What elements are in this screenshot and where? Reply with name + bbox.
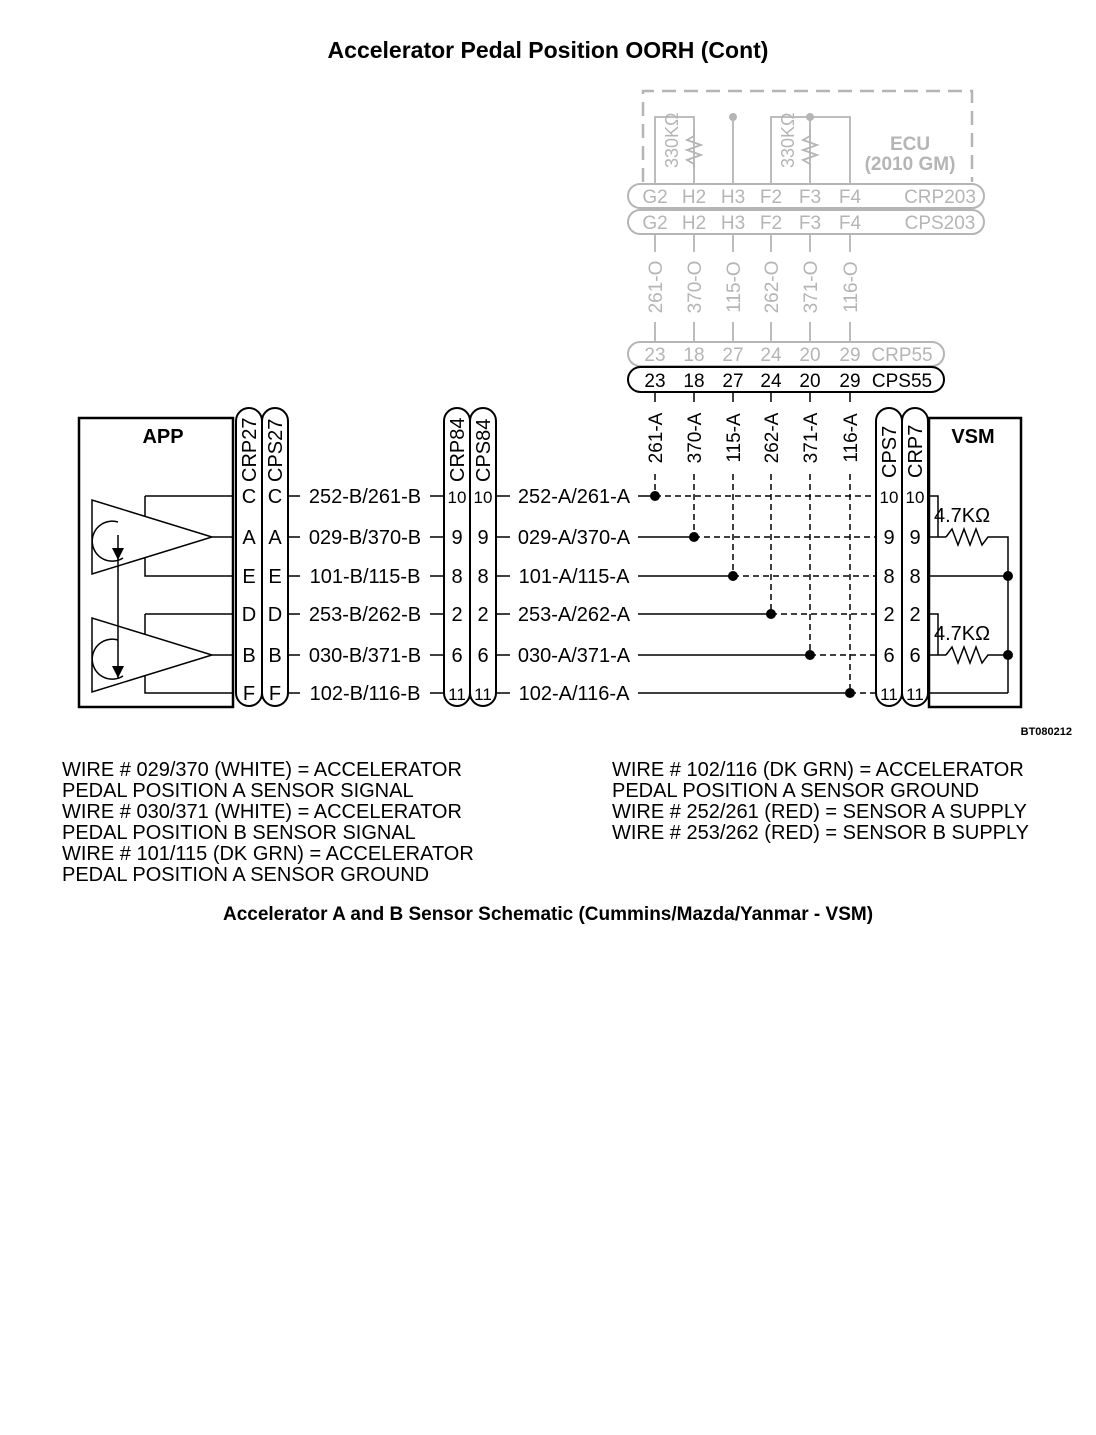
wire-label: 252-A/261-A	[517, 486, 631, 508]
ecu-label: ECU	[889, 134, 931, 155]
crp203-label: CRP203	[904, 187, 976, 208]
vertical-wire-label: 116-A	[841, 413, 862, 463]
crp84-pin-label: 11	[448, 685, 466, 704]
crp27-pin-label: B	[242, 645, 256, 667]
crp27-pin-label: D	[241, 604, 257, 626]
crp55-pin-label: 20	[799, 345, 821, 366]
ecu-wire-label: 116-O	[841, 261, 862, 313]
crp203-pin-label: G2	[642, 187, 668, 208]
crp7-pin-label: 11	[906, 685, 924, 704]
cps7-pin-label: 8	[883, 566, 895, 588]
cps7-pin-label: 11	[880, 685, 898, 704]
ecu-wire-label: 115-O	[724, 261, 745, 313]
crp55-pin-label: 24	[760, 345, 782, 366]
vsm-resistor-1-label: 4.7KΩ	[934, 505, 991, 527]
vertical-wire-label: 115-A	[724, 413, 745, 463]
legend-line: WIRE # 253/262 (RED) = SENSOR B SUPPLY	[612, 822, 1030, 844]
crp27-pin-label: F	[242, 683, 256, 705]
cps84-label: CPS84	[473, 418, 495, 482]
wire-label: 030-B/371-B	[308, 645, 422, 667]
cps7-label: CPS7	[879, 425, 901, 478]
crp55-pin-label: 18	[683, 345, 705, 366]
crp84-pin-label: 6	[451, 645, 463, 667]
vsm-resistor-2-label: 4.7KΩ	[934, 623, 991, 645]
ecu-resistor-1-label: 330KΩ	[662, 112, 682, 168]
vsm-module-box	[929, 418, 1021, 707]
cps203-pin-label: F3	[798, 213, 822, 234]
cps27-pin-label: E	[268, 566, 282, 588]
cps84-pin-label: 2	[477, 604, 489, 626]
cps55-pin-label: 24	[760, 371, 782, 392]
legend-line: WIRE # 029/370 (WHITE) = ACCELERATOR	[62, 759, 462, 781]
app-label: APP	[142, 426, 184, 448]
wire-label: 101-A/115-A	[518, 566, 630, 588]
crp27-pin-label: A	[242, 527, 256, 549]
legend-line: PEDAL POSITION A SENSOR GROUND	[612, 780, 980, 802]
cps27-pin-label: C	[267, 486, 283, 508]
cps55-pin-label: 29	[839, 371, 861, 392]
vertical-wire-label: 261-A	[646, 412, 667, 464]
crp84-pin-label: 2	[451, 604, 463, 626]
crp27-pin-label: C	[241, 486, 257, 508]
wire-label: 029-B/370-B	[308, 527, 422, 549]
wire-label: 101-B/115-B	[309, 566, 421, 588]
cps84-pin-label: 8	[477, 566, 489, 588]
cps27-pin-label: A	[268, 527, 282, 549]
crp27-label: CRP27	[239, 417, 261, 482]
sensor-b-triangle	[92, 618, 212, 692]
cps7-pin-label: 2	[883, 604, 895, 626]
cps203-pin-label: G2	[642, 213, 668, 234]
app-module-box	[79, 418, 233, 707]
cps84-pin-label: 10	[473, 488, 493, 507]
vertical-wire-label: 262-A	[762, 412, 783, 464]
crp84-pin-label: 8	[451, 566, 463, 588]
ecu-wire-label: 261-O	[646, 260, 667, 314]
crp84-label: CRP84	[447, 417, 469, 482]
wire-label: 252-B/261-B	[308, 486, 422, 508]
cps55-pin-label: 18	[683, 371, 705, 392]
crp7-pin-label: 9	[909, 527, 921, 549]
cps7-pin-label: 6	[883, 645, 895, 667]
crp84-pin-label: 10	[447, 488, 467, 507]
wire-label: 253-B/262-B	[308, 604, 422, 626]
legend-line: PEDAL POSITION B SENSOR SIGNAL	[62, 822, 416, 844]
cps55-pin-label: 23	[644, 371, 666, 392]
cps84-pin-label: 6	[477, 645, 489, 667]
crp27-pin-label: E	[242, 566, 256, 588]
crp84-pin-label: 9	[451, 527, 463, 549]
page-title: Accelerator Pedal Position OORH (Cont)	[327, 37, 769, 63]
cps203-pin-label: F4	[838, 213, 862, 234]
crp203-pin-label: F4	[838, 187, 862, 208]
legend-line: WIRE # 030/371 (WHITE) = ACCELERATOR	[62, 801, 462, 823]
cps7-pin-label: 9	[883, 527, 895, 549]
legend-line: WIRE # 102/116 (DK GRN) = ACCELERATOR	[612, 759, 1024, 781]
cps27-pin-label: D	[267, 604, 283, 626]
ecu-resistor-2-label: 330KΩ	[778, 112, 798, 168]
legend-line: PEDAL POSITION A SENSOR GROUND	[62, 864, 430, 886]
cps55-pin-label: 27	[722, 371, 744, 392]
vsm-label: VSM	[951, 426, 995, 448]
wire-label: 029-A/370-A	[517, 527, 631, 549]
legend-line: PEDAL POSITION A SENSOR SIGNAL	[62, 780, 414, 802]
ecu-model-label: (2010 GM)	[864, 154, 956, 175]
vsm-resistor-2-icon	[946, 647, 1008, 663]
ecu-wire-label: 371-O	[801, 260, 822, 314]
wire-legend-left	[62, 760, 474, 886]
cps203-pin-label: H3	[720, 213, 746, 234]
crp55-pin-label: 29	[839, 345, 861, 366]
crp203-pin-label: H3	[720, 187, 746, 208]
wire-legend-right	[612, 760, 1029, 844]
vertical-wire-label: 371-A	[801, 412, 822, 464]
figure-caption: Accelerator A and B Sensor Schematic (Cummins/Mazda/Yanmar - VSM)	[222, 904, 874, 925]
vertical-wire-label: 370-A	[685, 412, 706, 464]
cps203-pin-label: H2	[681, 213, 707, 234]
crp203-pin-label: F3	[798, 187, 822, 208]
cps55-pin-label: 20	[799, 371, 821, 392]
cps203-label: CPS203	[904, 213, 976, 234]
crp55-pin-label: 23	[644, 345, 666, 366]
cps55-label: CPS55	[871, 371, 933, 392]
cps27-pin-label: B	[268, 645, 282, 667]
wire-label: 102-B/116-B	[309, 683, 421, 705]
cps7-pin-label: 10	[879, 488, 899, 507]
sensor-a-triangle	[92, 500, 212, 574]
crp203-pin-label: H2	[681, 187, 707, 208]
wire-label: 030-A/371-A	[517, 645, 631, 667]
crp7-label: CRP7	[905, 424, 927, 478]
legend-line: WIRE # 252/261 (RED) = SENSOR A SUPPLY	[612, 801, 1027, 823]
wire-label: 102-A/116-A	[518, 683, 630, 705]
cps84-pin-label: 11	[474, 685, 492, 704]
crp203-pin-label: F2	[759, 187, 783, 208]
ecu-wire-label: 370-O	[685, 260, 706, 314]
vsm-resistor-1-icon	[946, 529, 1008, 693]
cps84-pin-label: 9	[477, 527, 489, 549]
ecu-wire-label: 262-O	[762, 260, 783, 314]
wire-label: 253-A/262-A	[517, 604, 631, 626]
cps27-label: CPS27	[265, 418, 287, 482]
crp7-pin-label: 10	[905, 488, 925, 507]
cps203-pin-label: F2	[759, 213, 783, 234]
legend-line: WIRE # 101/115 (DK GRN) = ACCELERATOR	[62, 843, 474, 865]
crp7-pin-label: 2	[909, 604, 921, 626]
figure-id: BT080212	[1020, 726, 1072, 738]
crp7-pin-label: 8	[909, 566, 921, 588]
crp55-label: CRP55	[871, 345, 933, 366]
crp55-pin-label: 27	[722, 345, 744, 366]
crp7-pin-label: 6	[909, 645, 921, 667]
cps27-pin-label: F	[268, 683, 282, 705]
